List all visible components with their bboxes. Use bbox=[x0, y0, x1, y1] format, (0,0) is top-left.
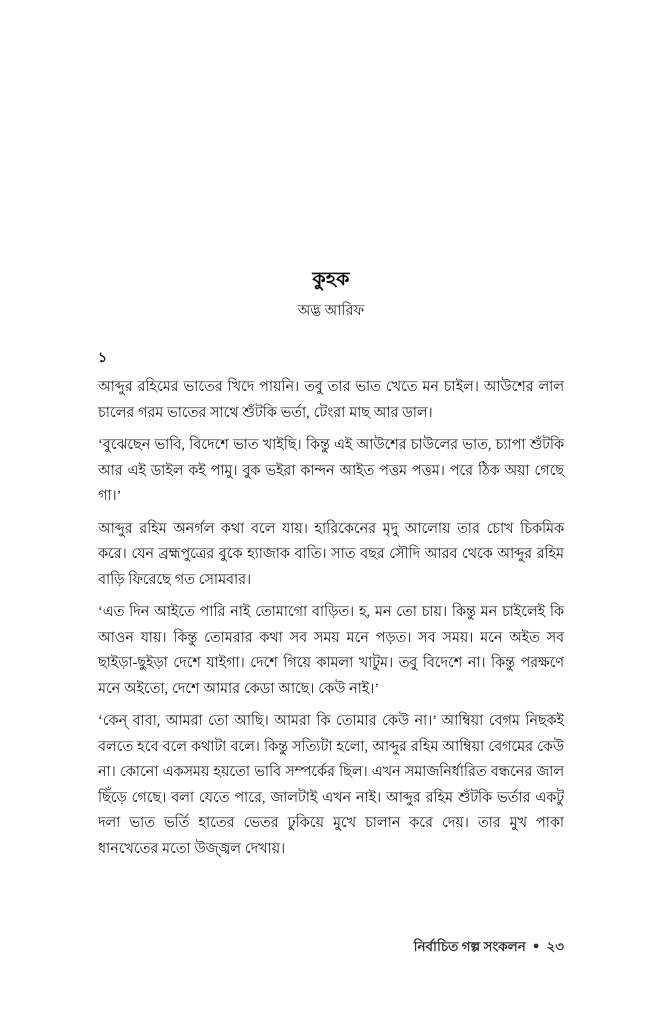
footer-book-title: নির্বাচিত গল্প সংকলন bbox=[413, 939, 526, 954]
footer-inner bbox=[414, 938, 564, 956]
body-text bbox=[98, 375, 564, 862]
paragraph: আব্দুর রহিমের ভাতের খিদে পায়নি। তবু তার ভাত খেতে মন চাইল। আউশের লাল চালের গরম ভাতের সাথে শুঁটকি ভর্তা, টেংরা মাছ আর ডাল। bbox=[98, 379, 564, 421]
paragraph: ‘কেন্ বাবা, আমরা তো আছি। আমরা কি তোমার কেউ না।’ আম্বিয়া বেগম নিছকই বলতে হবে বলে কথাটা বলে। কিন্তু সত্যিটা হলো, আব্দুর রহিম আম্বিয়া বেগমের কেউ না। কোনো একসময় হয়তো ভাবি সম্পর্কের ছিল। এখন সমাজনির্ধারিত বন্ধনের জাল ছিঁড়ে গেছে। বলা যেতে পারে, জালটাই এখন নাই। আব্দুর রহিম শুঁটকি ভর্তার একটু দলা ভাত ভর্তি হাতের ভেতর ঢুকিয়ে মুখে চালান করে দেয়। তার মুখ পাকা ধানখেতের মতো উজ্জ্বল দেখায়। bbox=[98, 713, 564, 857]
paragraph: ‘এত দিন আইতে পারি নাই তোমাগো বাড়িত। হ, মন তো চায়। কিন্তু মন চাইলেই কি আওন যায়। কিন্তু তোমরার কথা সব সময় মনে পড়ত। সব সময়। মনে অইত সব ছাইড়া-ছুইড়া দেশে যাইগা। দেশে গিয়ে কামলা খাটুম। তবু বিদেশে না। কিন্তু পরক্ষণে মনে অইতো, দেশে আমার কেডা আছে। কেউ নাই।’ bbox=[98, 604, 564, 697]
story-heading-block bbox=[98, 268, 564, 321]
section-number: ১ bbox=[98, 350, 108, 366]
footer-bullet-icon: ● bbox=[532, 940, 540, 952]
page-content-column bbox=[98, 0, 564, 862]
story-author: অদ্ভ আরিফ bbox=[297, 302, 365, 319]
footer-page-number: ২৩ bbox=[546, 939, 564, 954]
page-footer bbox=[98, 938, 564, 956]
paragraph: ‘বুঝেছেন ভাবি, বিদেশে ভাত খাইছি। কিন্তু এই আউশের চাউলের ভাত, চ্যাপা শুঁটকি আর এই ডাইল কই পামু। বুক ভইরা কান্দন আইত পত্তম পত্তম। পরে ঠিক অয়া গেছে গা।’ bbox=[98, 437, 564, 505]
story-title: কুহক bbox=[312, 269, 350, 290]
paragraph: আব্দুর রহিম অনর্গল কথা বলে যায়। হারিকেনের মৃদু আলোয় তার চোখ চিকমিক করে। যেন ব্রহ্মপুত্রের বুকে হ্যাজাক বাতি। সাত বছর সৌদি আরব থেকে আব্দুর রহিম বাড়ি ফিরেছে গত সোমবার। bbox=[98, 520, 564, 588]
